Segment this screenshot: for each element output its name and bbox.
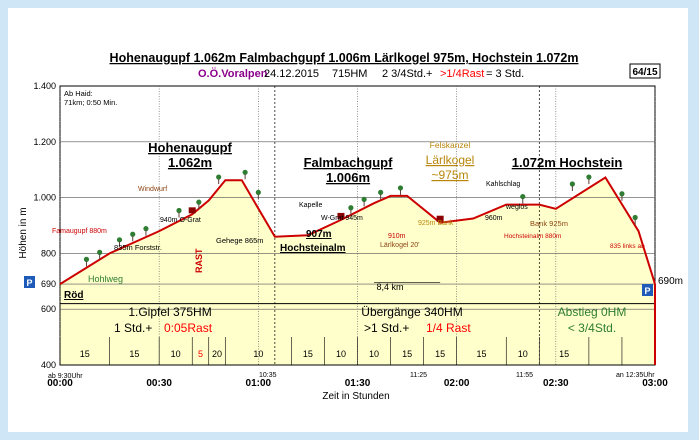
larlkogel-elevation: ~975m (431, 168, 469, 182)
x-tick-label: 01:30 (344, 378, 371, 389)
tree-icon (586, 174, 591, 179)
ascent-label: 715HM (332, 68, 368, 80)
larlkogel-name: Lärlkogel (425, 153, 475, 167)
segment-duration-label: 20 (212, 349, 223, 359)
tree-icon (130, 232, 135, 237)
tree-icon (176, 208, 181, 213)
end-elevation-label: 690m (658, 276, 684, 287)
segment-duration-label: 10 (253, 349, 264, 359)
hochsteinalm-label: Hochsteinalm (280, 243, 346, 254)
rod-label: Röd (64, 290, 84, 301)
tree-icon (398, 185, 403, 190)
x-tick-label: 00:30 (146, 378, 172, 389)
rest-time-label: >1/4Rast (440, 68, 485, 80)
segment-duration-label: 15 (302, 349, 313, 359)
segment-duration-label: 10 (335, 349, 346, 359)
chart-title: Hohenaugupf 1.062m Falmbachgupf 1.006m Lärlkogel 975m, Hochstein 1.072m (109, 51, 579, 65)
time-1125-label: 11:25 (410, 372, 427, 379)
hohenaugupf-name: Hohenaugupf (148, 140, 232, 155)
section1-time: 1 Std.+ (114, 321, 153, 335)
tree-icon (348, 205, 353, 210)
start-note-line2: 71km; 0:50 Min. (64, 98, 118, 107)
tree-icon (256, 190, 261, 195)
end-time-label: an 12:35Uhr (616, 372, 655, 379)
gehege-label: Gehege 865m (216, 236, 264, 245)
y-tick-label: 400 (40, 360, 56, 370)
segment-duration-label: 15 (402, 349, 413, 359)
x-tick-label: 03:00 (642, 378, 668, 389)
tree-icon (243, 170, 248, 175)
links-835-label: 835 links ab (610, 243, 645, 250)
segment-duration-label: 10 (517, 349, 528, 359)
section3-time: < 3/4Std. (567, 321, 617, 335)
tree-icon (196, 200, 201, 205)
section3-title: Abstieg 0HM (557, 305, 627, 319)
larlkogel-20-label: Lärlkogel 20' (380, 242, 420, 249)
tree-icon (633, 215, 638, 220)
y-axis-title: Höhen in m (18, 207, 29, 259)
y-tick-label: 690 (40, 279, 56, 290)
x-tick-label: 01:00 (245, 378, 272, 389)
start-time-label: ab 9:30Uhr (48, 373, 83, 380)
time-1035-label: 10:35 (259, 372, 277, 379)
hohlweg-label: Hohlweg (88, 274, 124, 284)
hochstein-peak-label: 1.072m Hochstein (511, 155, 623, 170)
distance-label: 8,4 km (376, 282, 404, 292)
x-axis-title: Zeit in Stunden (322, 391, 390, 402)
segment-duration-label: 15 (435, 349, 446, 359)
bank-925-label: 925m Bank (418, 220, 454, 227)
parking-end-text: P (644, 286, 651, 296)
tour-number-text: 64/15 (632, 67, 658, 78)
segment-duration-label: 10 (170, 349, 181, 359)
weglos-label: weglos (506, 204, 528, 211)
tree-icon (216, 174, 221, 179)
kahlschlag-label: Kahlschlag (486, 181, 521, 188)
kapelle-label: Kapelle (299, 202, 323, 209)
y-tick-label: 800 (40, 248, 56, 259)
w-grat-label: W-Grat 945m (321, 215, 363, 222)
falmbachgupf-elevation: 1.006m (325, 170, 371, 185)
o-grat-label: 940m O-Grat (160, 217, 201, 224)
segment-duration-label: 15 (476, 349, 487, 359)
tree-icon (362, 197, 367, 202)
x-tick-label: 02:00 (443, 378, 470, 389)
segment-duration-label: 15 (129, 349, 140, 359)
felskanzel-label: Felskanzel (429, 140, 471, 150)
falmbachgupf-name: Falmbachgupf (303, 155, 393, 170)
date-label: 24.12.2015 (264, 68, 320, 80)
x-tick-label: 02:30 (543, 378, 569, 389)
tree-icon (97, 250, 102, 255)
time-prefix-label: 2 3/4Std.+ (382, 68, 433, 80)
rast-label: RAST (194, 248, 204, 273)
y-tick-label: 1.000 (33, 192, 56, 203)
tree-icon (570, 181, 575, 186)
y-tick-label: 1.400 (33, 81, 56, 91)
hut-marker (189, 207, 196, 213)
hohenaugupf-elevation: 1.062m (167, 155, 213, 170)
segment-duration-label: 15 (559, 349, 570, 359)
chart-panel (8, 8, 688, 432)
section2-rest: 1/4 Rast (426, 321, 471, 335)
m910-label: 910m (388, 233, 406, 240)
y-tick-label: 600 (40, 304, 56, 315)
m960-label: 960m (485, 215, 503, 222)
time-1155-label: 11:55 (516, 372, 533, 379)
segment-duration-label: 15 (79, 349, 90, 359)
section1-rest: 0:05Rast (164, 321, 213, 335)
tree-icon (619, 191, 624, 196)
elevation-profile-chart (8, 8, 688, 432)
section2-title: Übergänge 340HM (361, 305, 463, 319)
section2-time: >1 Std.+ (364, 321, 410, 335)
tree-icon (84, 257, 89, 262)
forststr-label: 835m Forststr. (114, 243, 162, 252)
famaugupf-label: Famaugupf 880m (52, 228, 107, 235)
hochsteinalm-elevation: 907m (306, 229, 332, 240)
x-tick-label: 00:00 (47, 378, 73, 389)
tree-icon (378, 190, 383, 195)
windwurf-label: Windwurf (138, 186, 168, 193)
tree-icon (143, 226, 148, 231)
parking-start-text: P (26, 278, 33, 288)
tree-icon (520, 194, 525, 199)
segment-duration-label: 10 (369, 349, 380, 359)
y-tick-label: 1.200 (33, 136, 56, 147)
tree-icon (117, 237, 122, 242)
total-time-label: = 3 Std. (486, 68, 525, 80)
region-label: O.Ö.Voralpen (198, 68, 268, 80)
hochsteinalm-880-label: Hochsteinalm 880m (504, 233, 562, 240)
bank-925b-label: Bank 925m (530, 219, 568, 228)
section1-title: 1.Gipfel 375HM (128, 305, 212, 319)
segment-duration-label: 5 (197, 349, 203, 359)
start-note-line1: Ab Haid: (64, 89, 93, 98)
